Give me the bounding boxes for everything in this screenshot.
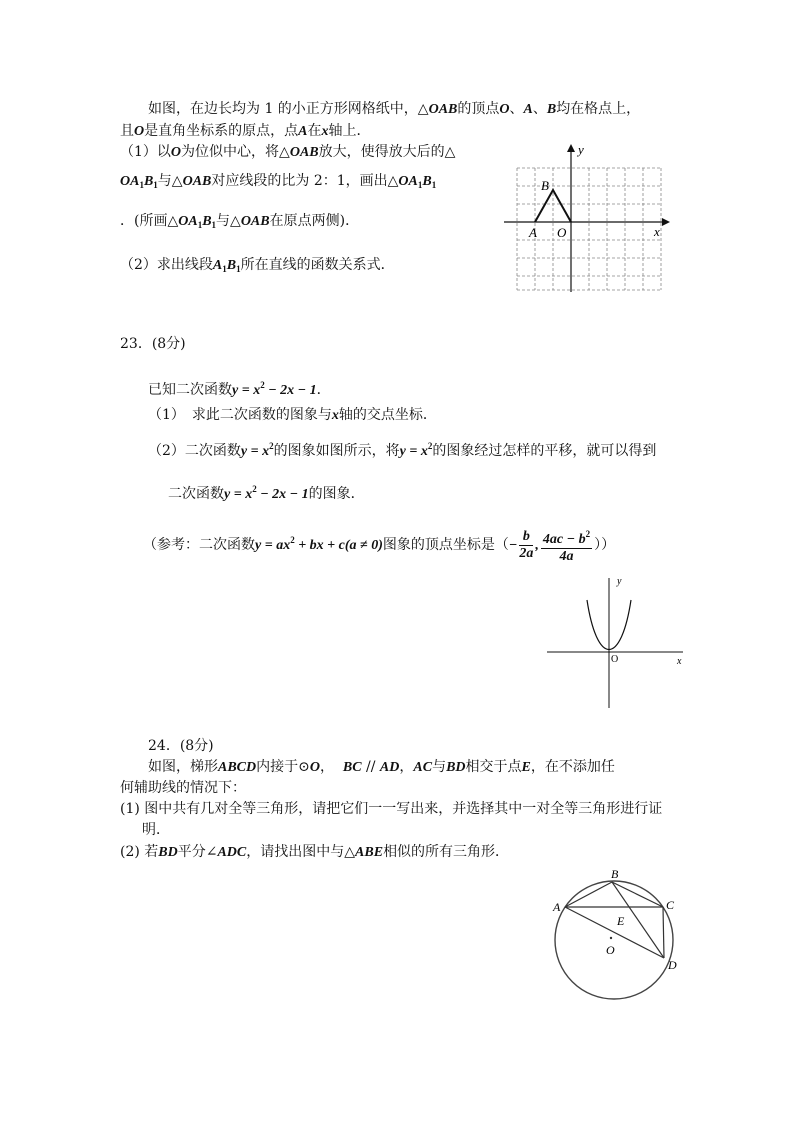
q22-part1-line3 — [120, 212, 359, 234]
q23-intro — [148, 376, 331, 400]
q23-reference — [143, 522, 615, 565]
text: （1）以 — [120, 144, 171, 160]
triangle-oa1b1: $OA_1B_1$ — [398, 174, 437, 190]
label-c: C — [666, 898, 675, 912]
triangle-oab: OAB — [428, 102, 458, 117]
text: 如图，梯形 — [148, 759, 218, 775]
text: ）） — [594, 537, 616, 553]
label-y: y — [578, 142, 584, 157]
q22-part1-line2 — [120, 172, 436, 194]
label-e: E — [617, 914, 625, 928]
text: 相似的所有三角形． — [383, 844, 510, 860]
text: ， — [399, 759, 414, 775]
angle-adc: ADC — [217, 845, 247, 860]
text: ，请找出图中与△ — [246, 844, 356, 860]
text: 的顶点 — [457, 101, 500, 117]
label-x: x — [677, 656, 682, 667]
q22-grid-figure — [500, 140, 670, 295]
text: 与 — [432, 759, 447, 775]
text: （1） 求此二次函数的图象与 — [148, 407, 332, 423]
text: 图象的顶点坐标是（ — [382, 537, 509, 553]
text: 的图象经过怎样的平移，就可以得到 — [432, 443, 657, 459]
text: 轴上． — [328, 123, 371, 139]
segment-bd: BD — [158, 845, 178, 860]
label-x: x — [654, 224, 660, 239]
point-a: A — [523, 102, 533, 117]
text: 相交于点 — [465, 759, 522, 775]
text: 与△ — [157, 173, 183, 189]
q24-intro-line2: 何辅助线的情况下： — [120, 780, 246, 796]
grid-lines — [517, 168, 661, 290]
text: （2）求出线段 — [120, 257, 213, 273]
q23-parabola-figure — [545, 570, 690, 710]
text: （参考：二次函数 — [143, 537, 255, 553]
point-o: O — [170, 145, 182, 160]
text: 为位似中心，将△ — [181, 144, 290, 160]
text: 对应线段的比为 2：1，画出△ — [211, 173, 399, 189]
text: 、 — [532, 101, 547, 117]
y-axis-arrow-icon — [567, 144, 575, 152]
text: ．(所画△ — [120, 213, 179, 229]
q24-item1: (1) 图中共有几对全等三角形，请把它们一一写出来，并选择其中一对全等三角形进行证 — [120, 801, 663, 817]
label-b: B — [541, 178, 549, 193]
text: 均在格点上， — [556, 101, 641, 117]
triangle-oab: OAB — [240, 214, 270, 229]
text: 二次函数 — [168, 486, 224, 502]
text: 已知二次函数 — [148, 382, 232, 398]
q23-item1 — [148, 406, 437, 425]
segment-ad: AD — [379, 760, 400, 775]
q22-intro-line1 — [148, 100, 640, 119]
label-o: O — [606, 943, 615, 957]
text: 所在直线的函数关系式． — [240, 257, 395, 273]
text: 是直角坐标系的原点，点 — [144, 123, 299, 139]
text: 放大，使得放大后的△ — [318, 144, 456, 160]
label-d: D — [668, 958, 677, 972]
trapezoid-abcd: ABCD — [218, 760, 257, 775]
equation-main: $y = x^2 - 2x - 1$ — [232, 380, 317, 398]
comma: , — [535, 538, 539, 553]
center-dot — [610, 937, 612, 939]
q22-intro-line2 — [120, 122, 370, 141]
text: 如图，在边长均为 1 的小正方形网格纸中，△ — [148, 101, 429, 117]
triangle-abe: ABE — [355, 845, 384, 860]
circle-o-shape — [555, 881, 673, 999]
q24-item1-line2: 明． — [142, 822, 170, 838]
label-o: O — [557, 225, 567, 240]
point-b: B — [546, 102, 557, 117]
text: 的图象． — [308, 486, 365, 502]
point-a: A — [298, 124, 308, 139]
q24-circle-figure — [545, 865, 695, 1005]
label-y: y — [617, 576, 622, 587]
text: ． — [316, 382, 331, 398]
point-o: O — [134, 124, 145, 139]
equation-general: $y = ax^2$ + bx + c(a ≠ 0) — [255, 535, 383, 553]
label-b: B — [611, 867, 619, 881]
equation-main: $y = x^2 - 2x - 1$ — [224, 484, 309, 502]
equation-y-x2: $y = x^2$ — [240, 441, 274, 459]
label-a: A — [553, 900, 561, 914]
axis-x: x — [331, 408, 339, 423]
segment-ac: AC — [413, 760, 433, 775]
triangle-oab: OAB — [289, 145, 319, 160]
text: (2) 若 — [120, 844, 159, 860]
x-axis-arrow-icon — [662, 218, 670, 226]
q23-number: 23．(8分) — [120, 336, 186, 352]
fraction-b-2a: $\frac{b}{2a}$ — [519, 528, 534, 561]
q23-item2-line2 — [168, 480, 365, 504]
triangle-oa1b1: $OA_1B_1$ — [178, 214, 217, 230]
point-o: O — [499, 102, 510, 117]
text: 在 — [307, 123, 322, 139]
minus-sign: − — [508, 538, 518, 553]
text: 内接于⊙ — [256, 759, 310, 775]
fraction-4ac-b2-4a: $\frac{4ac - b^2}{4a}$ — [541, 526, 592, 565]
q24-item2 — [120, 843, 509, 862]
point-e: E — [521, 760, 531, 775]
text: 、 — [509, 101, 524, 117]
q24-intro-line1 — [148, 758, 615, 777]
circle-o: O — [309, 760, 320, 775]
segment-a1b1: $A_1B_1$ — [212, 258, 241, 274]
text: 轴的交点坐标． — [338, 407, 437, 423]
segment-bd: BD — [446, 760, 466, 775]
equation-y-x2: $y = x^2$ — [399, 441, 433, 459]
q22-part1-line1 — [120, 143, 455, 162]
label-o: O — [611, 654, 619, 665]
text: ， — [319, 759, 334, 775]
text: 与△ — [216, 213, 241, 229]
text: 且 — [120, 123, 134, 139]
q23-item2 — [148, 437, 656, 461]
triangle-oab: OAB — [182, 174, 212, 189]
segment-bc: BC — [342, 760, 362, 775]
triangle-oa1b1: $OA_1B_1$ — [120, 174, 158, 190]
axis-x: x — [321, 124, 329, 139]
text: 平分∠ — [177, 844, 218, 860]
parallel-sign: // — [361, 759, 380, 775]
text: 的图象如图所示，将 — [273, 443, 400, 459]
text: ，在不添加任 — [530, 759, 615, 775]
q22-part2 — [120, 256, 395, 278]
text: 在原点两侧)． — [269, 213, 360, 229]
label-a: A — [529, 225, 537, 240]
text: （2）二次函数 — [148, 443, 241, 459]
q24-number: 24．(8分) — [148, 738, 214, 754]
